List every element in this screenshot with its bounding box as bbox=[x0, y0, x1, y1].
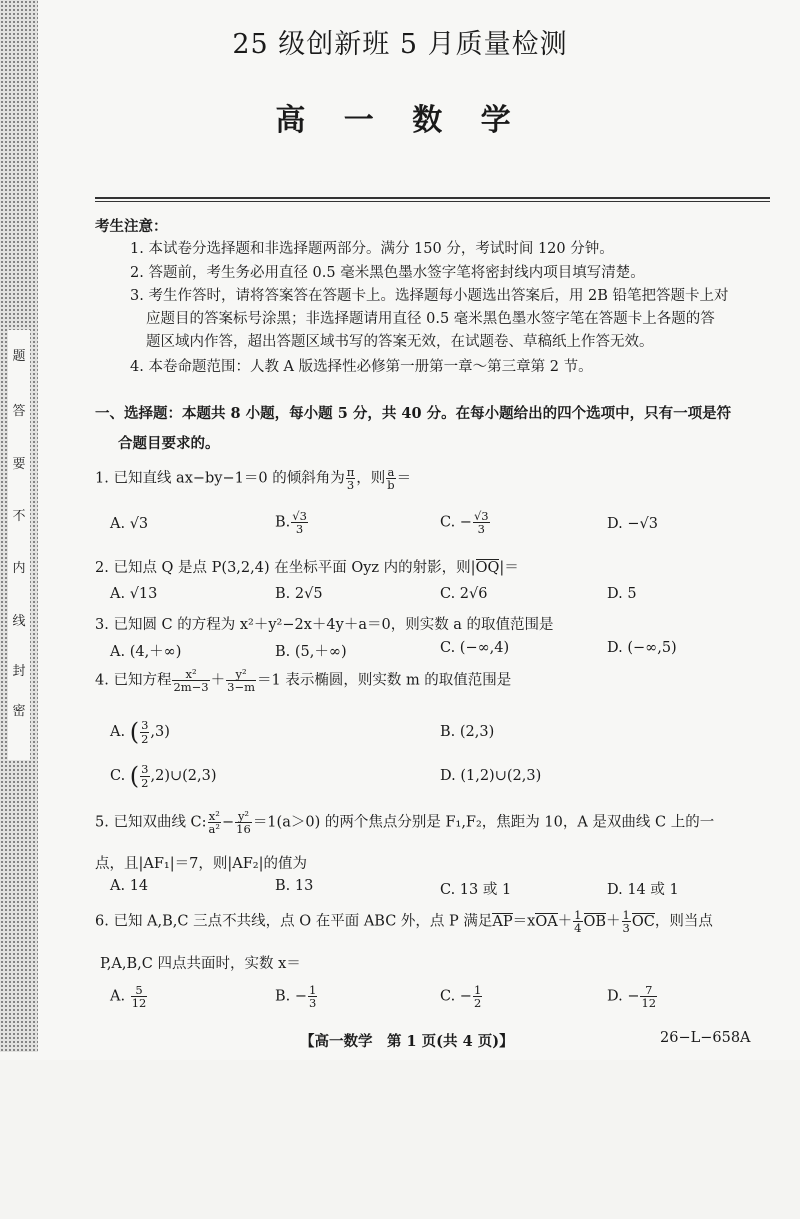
option-c: C. 2√6 bbox=[440, 586, 488, 602]
question-1: 1. 已知直线 ax−by−1＝0 的倾斜角为 $\frac{\pi}{3}$ ，则 $\frac{a}{b}$ ＝ bbox=[95, 465, 412, 493]
question-5: 5. 已知双曲线 C: $\frac{\text{x²}}{\text{a²}}$ − $\frac{\text{y²}}{16}$ ＝1(a＞0) 的两个焦点分别是 F₁,F₂，焦距为 10，A 是双曲线 C 上的一 bbox=[95, 809, 715, 837]
notice-item: 1. 本试卷分选择题和非选择题两部分。满分 150 分，考试时间 120 分钟。 bbox=[130, 241, 614, 257]
option-b: B. (5,＋∞) bbox=[275, 644, 347, 660]
option-c: C. − $\frac{√3}{3}$ bbox=[440, 509, 489, 537]
option-d: D. (1,2)∪(2,3) bbox=[440, 768, 542, 784]
option-b: B. $\frac{√3}{3}$ bbox=[275, 509, 307, 537]
option-d: D. −√3 bbox=[607, 516, 658, 532]
option-b: B. 2√5 bbox=[275, 586, 323, 602]
seal-char: 内 bbox=[12, 561, 26, 576]
seal-char: 题 bbox=[12, 349, 26, 364]
notice-item: 题区域内作答，超出答题区域书写的答案无效，在试题卷、草稿纸上作答无效。 bbox=[146, 334, 654, 350]
exam-title: 25 级创新班 5 月质量检测 bbox=[232, 29, 568, 60]
option-a: A. ( $\frac{3}{2}$ ,3) bbox=[110, 718, 170, 746]
option-c: C. (−∞,4) bbox=[440, 640, 510, 656]
question-6-line2: P,A,B,C 四点共面时，实数 x＝ bbox=[100, 956, 301, 972]
question-6: 6. 已知 A,B,C 三点不共线，点 O 在平面 ABC 外，点 P 满足AP＝xOA＋ $\frac{1}{4}$ OB＋ $\frac{1}{3}$ OC，则当点 bbox=[95, 908, 713, 936]
exam-code: 26−L−658A bbox=[660, 1030, 751, 1046]
option-a: A. √13 bbox=[110, 586, 158, 602]
seal-char: 封 bbox=[12, 664, 26, 679]
seal-char: 不 bbox=[12, 509, 26, 524]
subject-title: 高 一 数 学 bbox=[275, 103, 525, 138]
seal-char: 线 bbox=[12, 614, 26, 629]
option-d: D. − $\frac{7}{12}$ bbox=[607, 983, 657, 1011]
section-heading: 一、选择题：本题共 8 小题，每小题 5 分，共 40 分。在每小题给出的四个选项中，只有一项是符 bbox=[95, 405, 732, 422]
option-d: D. (−∞,5) bbox=[607, 640, 677, 656]
divider bbox=[95, 201, 770, 202]
divider bbox=[95, 197, 770, 199]
option-b: B. 13 bbox=[275, 878, 314, 894]
option-b: B. (2,3) bbox=[440, 724, 495, 740]
option-c: C. − $\frac{1}{2}$ bbox=[440, 983, 482, 1011]
section-heading: 合题目要求的。 bbox=[118, 435, 220, 452]
seal-char: 密 bbox=[12, 704, 26, 719]
notice-heading: 考生注意： bbox=[95, 218, 168, 235]
page-footer: 【高一数学 第 1 页(共 4 页)】 bbox=[300, 1033, 514, 1050]
notice-item: 应题目的答案标号涂黑；非选择题请用直径 0.5 毫米黑色墨水签字笔在答题卡上各题的答 bbox=[146, 311, 715, 327]
option-d: D. 5 bbox=[607, 586, 637, 602]
question-4: 4. 已知方程 $\frac{\text{x²}}{2m-3}$ ＋ $\frac{\text{y²}}{3-m}$ ＝1 表示椭圆，则实数 m 的取值范围是 bbox=[95, 667, 512, 695]
question-2: 2. 已知点 Q 是点 P(3,2,4) 在坐标平面 Oyz 内的射影，则|OQ|＝ bbox=[95, 560, 519, 576]
option-d: D. 14 或 1 bbox=[607, 882, 679, 898]
option-a: A. √3 bbox=[110, 516, 149, 532]
option-a: A. (4,＋∞) bbox=[110, 644, 182, 660]
seal-char: 答 bbox=[12, 404, 26, 419]
option-a: A. 14 bbox=[110, 878, 149, 894]
question-5-line2: 点，且|AF₁|＝7，则|AF₂|的值为 bbox=[95, 856, 307, 872]
option-a: A. $\frac{5}{12}$ bbox=[110, 983, 147, 1011]
notice-item: 4. 本卷命题范围：人教 A 版选择性必修第一册第一章～第三章第 2 节。 bbox=[130, 359, 593, 375]
question-3: 3. 已知圆 C 的方程为 x²＋y²−2x＋4y＋a＝0，则实数 a 的取值范围是 bbox=[95, 617, 554, 633]
notice-item: 2. 答题前，考生务必用直径 0.5 毫米黑色墨水签字笔将密封线内项目填写清楚。 bbox=[130, 265, 645, 281]
seal-line-strip bbox=[8, 330, 30, 760]
notice-item: 3. 考生作答时，请将答案答在答题卡上。选择题每小题选出答案后，用 2B 铅笔把答题卡上对 bbox=[130, 288, 729, 304]
option-b: B. − $\frac{1}{3}$ bbox=[275, 983, 317, 1011]
option-c: C. ( $\frac{3}{2}$ ,2)∪(2,3) bbox=[110, 762, 217, 790]
seal-char: 要 bbox=[12, 457, 26, 472]
option-c: C. 13 或 1 bbox=[440, 882, 512, 898]
